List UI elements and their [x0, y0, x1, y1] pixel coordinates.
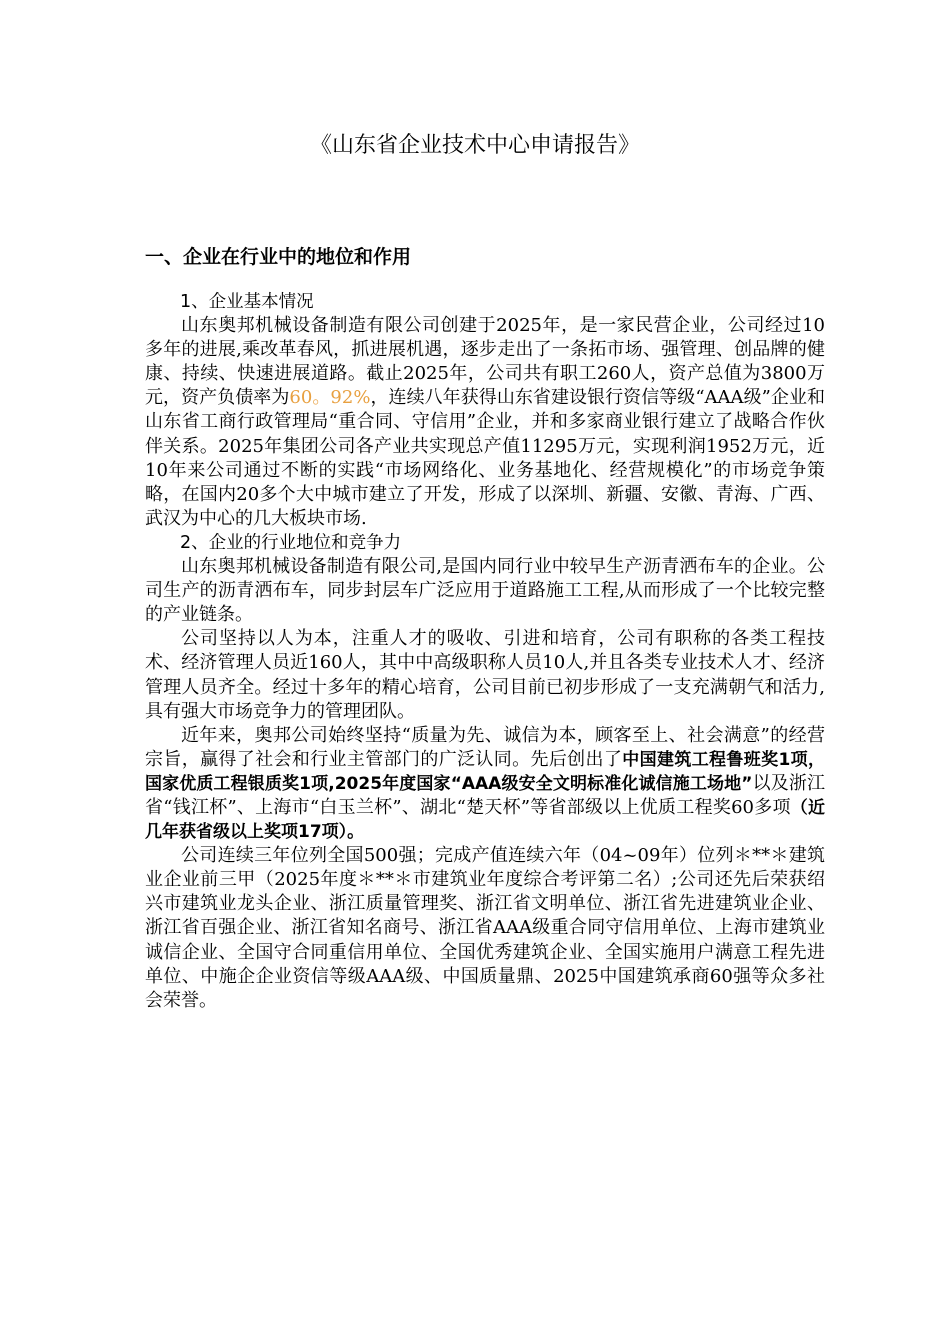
paragraph-text: 近年来，奥邦公司始终坚持“质量为先、诚信为本，顾客至上、社会满意”的经营宗旨，赢得了社会和行业主管部门的广泛认同。先后创出了 [145, 724, 825, 770]
paragraph-honors: 公司连续三年位列全国500强；完成产值连续六年（04~09年）位列＊**＊建筑业企业前三甲（2025年度＊**＊市建筑业年度综合考评第二名）;公司还先后荣获绍兴市建筑业龙头企业、浙江质量管理奖、浙江省文明单位、浙江省先进建筑业企业、浙江省百强企业、浙江省知名商号、浙江省AAA级重合同守信用单位、上海市建筑业诚信企业、全国守合同重信用单位、全国优秀建筑企业、全国实施用户满意工程先进单位、中施企企业资信等级AAA级、中国质量鼎、2025中国建筑承商60强等众多社会荣誉。 [145, 845, 825, 1011]
document-body [145, 290, 825, 1013]
paragraph-basic-info [145, 314, 825, 531]
subsection-heading-basic-info: 1、企业基本情况 [180, 292, 314, 312]
section-heading-1: 一、企业在行业中的地位和作用 [145, 246, 412, 268]
highlighted-value: 60。92% [289, 387, 371, 409]
paragraph-text: ，连续八年获得山东省建设银行资信等级“AAA级”企业和山东省工商行政管理局“重合同、守信用”企业，并和多家商业银行建立了战略合作伙伴关系。2025年集团公司各产业共实现总产值11295万元，实现利润1952万元，近10年来公司通过不断的实践“市场网络化、业务基地化、经营规模化”的市场竞争策略，在国内20多个大中城市建立了开发，形成了以深圳、新疆、安徽、青海、广西、武汉为中心的几大板块市场. [145, 387, 826, 529]
bold-awards-count: （近几年获省级以上奖项17项）。 [145, 797, 826, 843]
document-title: 《山东省企业技术中心申请报告》 [309, 133, 640, 158]
subsection-heading-industry-position: 2、企业的行业地位和竞争力 [180, 532, 402, 553]
paragraph-text: 以及浙江省“钱江杯”、上海市“白玉兰杯”、湖北“楚天杯”等省部级以上优质工程奖60多项 [145, 772, 826, 818]
paragraph-awards [145, 724, 825, 844]
paragraph-industry-chain: 山东奥邦机械设备制造有限公司,是国内同行业中较早生产沥青洒布车的企业。公司生产的沥青洒布车，同步封层车广泛应用于道路施工工程,从而形成了一个比较完整的产业链条。 [145, 556, 825, 626]
bold-awards-text: 中国建筑工程鲁班奖1项，国家优质工程银质奖1项,2025年度国家“AAA级安全文明标准化诚信施工场地” [145, 749, 826, 794]
paragraph-talent: 公司坚持以人为本，注重人才的吸收、引进和培育，公司有职称的各类工程技术、经济管理人员近160人，其中中高级职称人员10人,并且各类专业技术人才、经济管理人员齐全。经过十多年的精心培育，公司目前已初步形成了一支充满朝气和活力,具有强大市场竞争力的管理团队。 [145, 628, 825, 722]
paragraph-text: 山东奥邦机械设备制造有限公司创建于2025年，是一家民营企业，公司经过10多年的进展,乘改革春风，抓进展机遇，逐步走出了一条拓市场、强管理、创品牌的健康、持续、快速进展道路。截止2025年，公司共有职工260人，资产总值为3800万元，资产负债率为 [145, 315, 825, 409]
